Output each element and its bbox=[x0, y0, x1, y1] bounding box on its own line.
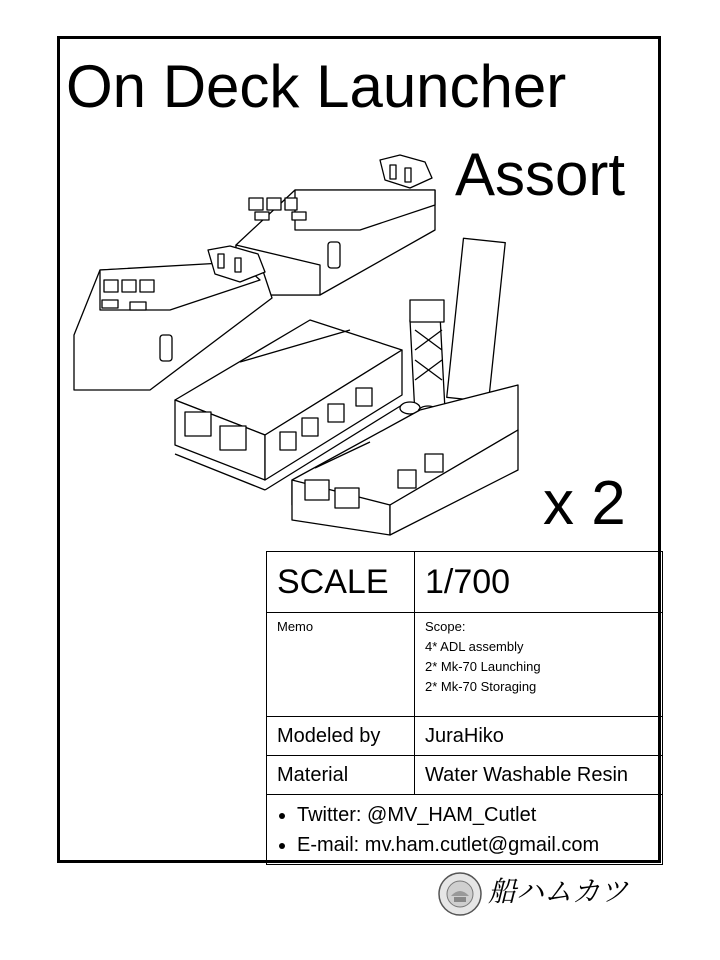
quantity-label: x 2 bbox=[543, 469, 626, 538]
memo-line: 4* ADL assembly bbox=[425, 639, 524, 654]
modeled-by-label: Modeled by bbox=[267, 717, 415, 756]
email-contact: • E-mail: mv.ham.cutlet@gmail.com bbox=[297, 830, 654, 860]
title-line-2: Assort bbox=[455, 141, 626, 208]
contact-cell bbox=[267, 795, 663, 865]
brand-seal-logo bbox=[437, 871, 483, 917]
brand-logo-text: 船ハムカツ bbox=[488, 875, 629, 908]
material-value: Water Washable Resin bbox=[415, 756, 663, 795]
scale-label: SCALE bbox=[267, 552, 415, 613]
memo-label: Memo bbox=[267, 613, 415, 717]
memo-line: Scope: bbox=[425, 619, 466, 634]
memo-line: 2* Mk-70 Storaging bbox=[425, 679, 537, 694]
material-row bbox=[267, 756, 663, 795]
memo-row bbox=[267, 613, 663, 717]
contact-list bbox=[275, 800, 654, 860]
memo-line: 2* Mk-70 Launching bbox=[425, 659, 541, 674]
twitter-contact: • Twitter: @MV_HAM_Cutlet bbox=[297, 800, 654, 830]
modeled-by-value: JuraHiko bbox=[415, 717, 663, 756]
material-label: Material bbox=[267, 756, 415, 795]
contact-row bbox=[267, 795, 663, 865]
spec-table bbox=[266, 551, 663, 865]
launcher-line-drawing bbox=[60, 150, 540, 540]
modeled-by-row bbox=[267, 717, 663, 756]
scale-row bbox=[267, 552, 663, 613]
adl-assembly-1 bbox=[236, 155, 435, 295]
title-line-1: On Deck Launcher bbox=[66, 53, 567, 120]
memo-content bbox=[415, 613, 663, 717]
scale-value: 1/700 bbox=[415, 552, 663, 613]
